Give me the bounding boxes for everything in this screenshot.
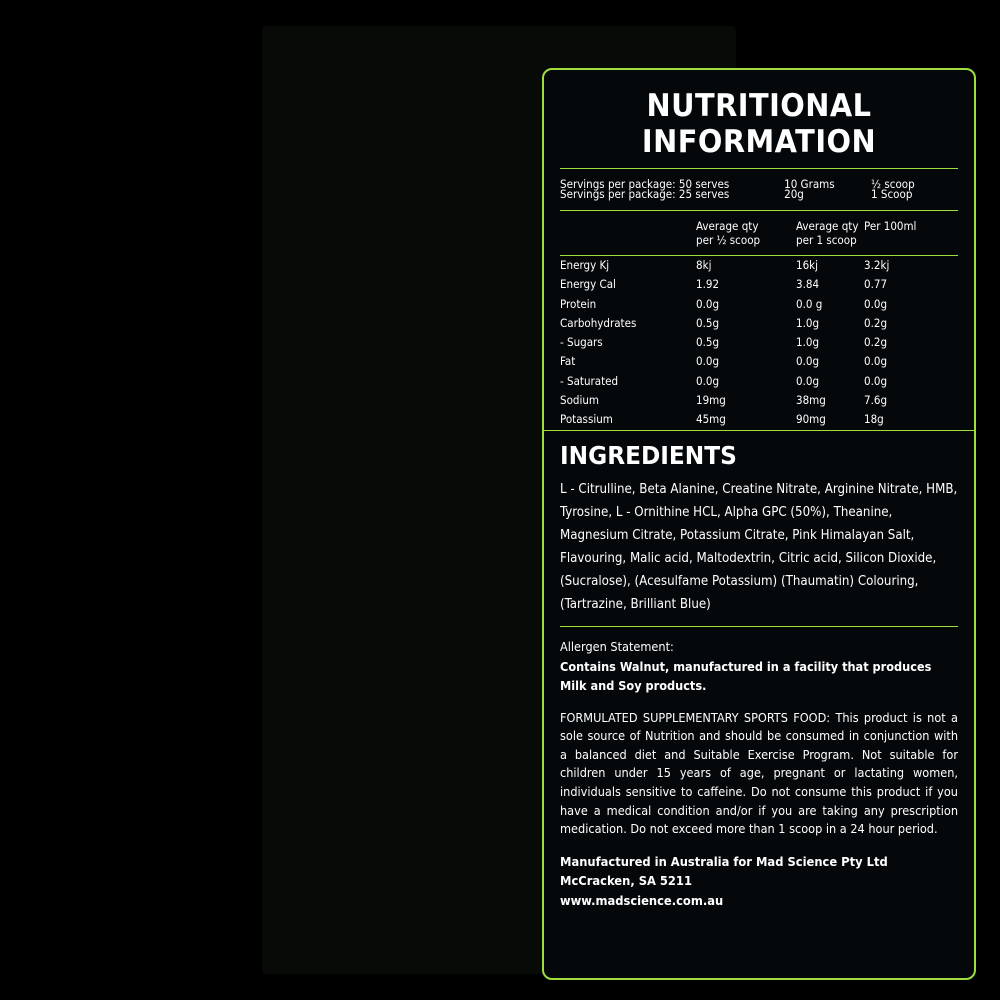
nutrient-one-scoop: 0.0 g [796,296,823,311]
column-header-blank [560,219,696,247]
nutrient-per-100ml: 7.6g [864,393,888,408]
servings-grams: 10 Grams [784,177,835,191]
column-header-per-100ml: Per 100ml [864,219,917,233]
page-title: NUTRITIONAL INFORMATION [641,88,877,160]
table-row [560,333,958,352]
nutrient-name: - Sugars [560,335,603,350]
formulated-statement: FORMULATED SUPPLEMENTARY SPORTS FOOD: This product is not a sole source of Nutrition and should be consumed in conjunction with a balanced diet and Suitable Exercise Program. Not suitable for children under 15 years of age, pregnant or lactating women, individuals sensitive to caffeine. Do not consume this product if you have a medical condition and/or if you are taking any prescription medication. Do not exceed more than 1 scoop in a 24 hour period. [560,709,958,837]
nutrient-name: Sodium [560,393,599,408]
nutrient-half-scoop: 0.0g [696,373,720,388]
nutrient-one-scoop: 0.0g [796,354,820,369]
nutrient-half-scoop: 1.92 [696,277,720,292]
nutrient-half-scoop: 0.5g [696,315,720,330]
manufacturer-line-2: McCracken, SA 5211 [560,874,692,890]
table-row [560,275,958,294]
table-header-row [560,211,958,255]
servings-label: Servings per package: 50 serves [560,177,730,191]
table-row [560,256,958,275]
product-label-panel [262,26,958,974]
column-header-one-scoop: Average qty per 1 scoop [796,219,859,247]
nutrient-one-scoop: 16kj [796,258,819,272]
nutrient-half-scoop: 45mg [696,412,726,427]
nutrient-name: - Saturated [560,373,619,388]
nutrient-per-100ml: 0.0g [864,354,888,369]
table-row [560,295,958,314]
nutrient-per-100ml: 3.2kj [864,258,890,272]
nutrient-one-scoop: 0.0g [796,373,820,388]
nutrient-half-scoop: 0.5g [696,335,720,350]
table-row [560,314,958,333]
ingredients-section [544,441,974,626]
table-row [560,372,958,391]
nutrient-per-100ml: 0.0g [864,373,888,388]
nutrient-one-scoop: 3.84 [796,277,820,292]
nutrient-one-scoop: 38mg [796,393,826,408]
allergen-section [544,627,974,912]
table-row [560,391,958,410]
allergen-title: Allergen Statement: [560,638,674,654]
divider [544,430,974,431]
nutrient-name: Fat [560,354,576,369]
nutrient-half-scoop: 8kj [696,258,712,272]
nutrient-name: Potassium [560,412,613,427]
nutrition-label [542,68,976,980]
nutrient-per-100ml: 0.2g [864,315,888,330]
nutrient-per-100ml: 18g [864,412,884,427]
nutrient-half-scoop: 0.0g [696,354,720,369]
servings-grams: 20g [784,187,804,201]
nutrient-half-scoop: 0.0g [696,296,720,311]
table-row [560,352,958,371]
nutrient-one-scoop: 90mg [796,412,826,427]
website-link[interactable]: www.madscience.com.au [560,893,724,909]
servings-block [544,169,974,210]
nutrient-half-scoop: 19mg [696,393,726,408]
ingredients-text: L - Citrulline, Beta Alanine, Creatine Nitrate, Arginine Nitrate, HMB, Tyrosine, L - Ornithine HCL, Alpha GPC (50%), Theanine, Magnesium Citrate, Potassium Citrate, Pink Himalayan Salt, Flavouring, Malic acid, Maltodextrin, Citric acid, Silicon Dioxide, (Sucralose), (Acesulfame Potassium) (Thaumatin) Colouring, (Tartrazine, Brilliant Blue) [560,481,958,612]
nutrient-per-100ml: 0.2g [864,335,888,350]
table-row [560,410,958,429]
nutrient-per-100ml: 0.0g [864,296,888,311]
table-bottom-divider-wrap [544,430,974,431]
servings-scoop: 1 Scoop [871,187,913,201]
nutrient-per-100ml: 0.77 [864,277,888,292]
nutrient-one-scoop: 1.0g [796,315,820,330]
nutrient-name: Energy Cal [560,277,616,292]
nutrition-table-header [544,211,974,255]
nutrient-name: Protein [560,296,597,311]
nutrient-name: Energy Kj [560,258,610,272]
nutrient-name: Carbohydrates [560,315,637,330]
manufacturer-info [560,839,958,912]
label-header [544,88,974,160]
nutrient-one-scoop: 1.0g [796,335,820,350]
manufacturer-line-1: Manufactured in Australia for Mad Science Pty Ltd [560,854,888,870]
nutrition-table-body [544,256,974,430]
column-header-half-scoop: Average qty per ½ scoop [696,219,761,247]
servings-label: Servings per package: 25 serves [560,187,730,201]
allergen-text: Contains Walnut, manufactured in a facility that produces Milk and Soy products. [560,658,932,693]
servings-row [560,186,958,210]
ingredients-heading: INGREDIENTS [560,440,737,470]
servings-scoop: ½ scoop [871,177,915,191]
